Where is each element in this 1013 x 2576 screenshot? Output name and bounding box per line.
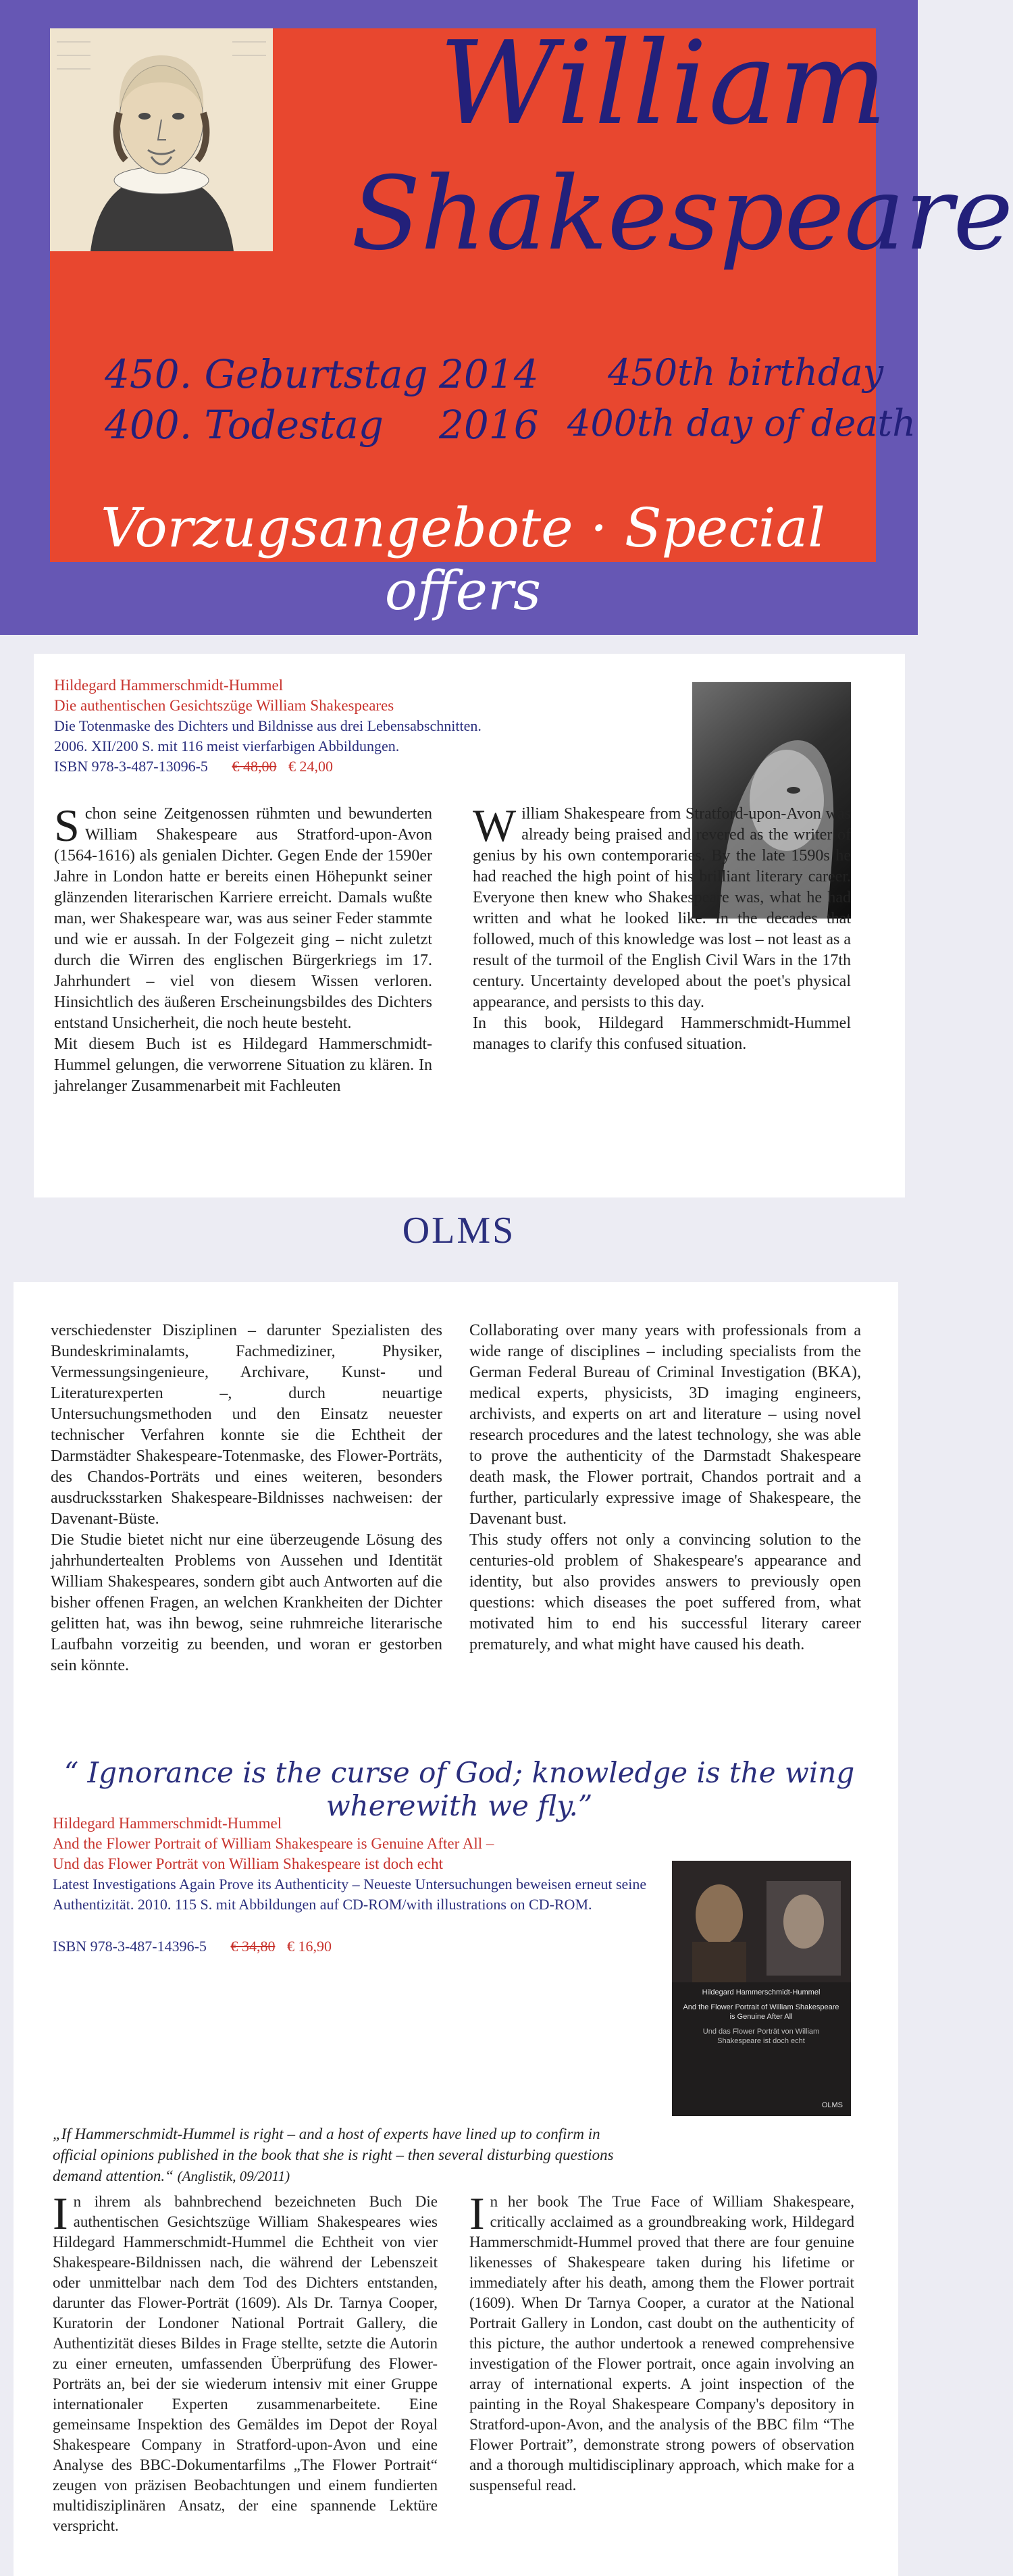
book1-details: 2006. XII/200 S. mit 116 meist vierfarbigen Abbildungen. (54, 738, 400, 754)
book2-author: Hildegard Hammerschmidt-Hummel (53, 1815, 282, 1832)
book1-subtitle: Die Totenmaske des Dichters und Bildnisse aus drei Lebensabschnitten. (54, 717, 482, 734)
book2-cover-title: And the Flower Portrait of William Shakespeare is Genuine After All (683, 2003, 839, 2021)
title-william: William (439, 17, 889, 151)
book2-cover-author: Hildegard Hammerschmidt-Hummel (702, 1988, 821, 1997)
book1-price-line (54, 756, 333, 777)
book1-german-continued (51, 1320, 442, 1676)
book2-english-column (469, 2188, 854, 2496)
book2-german-column (53, 2188, 438, 2536)
book1-german-text-a: chon seine Zeitgenossen rühmten und bewunderten William Shakespeare aus Stratford-upon-Avon (1564-1616) als genialen Dichter. Gegen Ende der 1590er Jahre in London hatte er bereits einen Höhepunkt seiner glänzenden literarischen Karriere erreicht. Damals wußte man, wer Shakespeare war, was aus seiner Feder stammte und wie er aussah. In der Folgezeit ging – nicht zuletzt durch die Wirren des englischen Bürgerkriegs im 17. Jahrhundert – viel von diesem Wissen verloren. Hinsichtlich des äußeren Erscheinungsbildes des Dichters entstand Unsicherheit, die noch heute besteht. (54, 805, 432, 1032)
book1-english-text-a: illiam Shakespeare from Stratford-upon-Avon was already being praised and revered as the writer of genius by his own contemporaries. By the late 1590s he had reached the high point of his brilliant literary career. Everyone then knew who Shakespeare was, what he had written and what he looked like. In the decades that followed, much of this knowledge was lost – not least as a result of the turmoil of the English Civil Wars in the 17th century. Uncertainty developed about the poet's physical appearance, and persists to this day. (473, 805, 851, 1011)
book2-old-price: € 34,80 (230, 1938, 276, 1955)
english-birthday-label: 450th birthday (608, 351, 884, 394)
year-2014: 2014 (439, 351, 539, 397)
year-2016: 2016 (439, 402, 539, 448)
book2-new-price: € 16,90 (286, 1938, 332, 1955)
shakespeare-portrait-engraving (50, 28, 273, 251)
book2-review-text: „If Hammerschmidt-Hummel is right – and a host of experts have lined up to confirm in official opinions published in the book that she is right – then several disturbing questions demand attention.“ (53, 2126, 614, 2184)
book1-new-price: € 24,00 (288, 758, 333, 775)
book1-english-text-b: In this book, Hildegard Hammerschmidt-Hummel manages to clarify this confused situation. (473, 1014, 851, 1053)
english-death-label: 400th day of death (567, 402, 916, 444)
book2-english-dropcap: I (469, 2188, 485, 2239)
book2-english-text: n her book The True Face of William Shakespeare, critically acclaimed as a groundbreaking work, Hildegard Hammerschmidt-Hummel proved that there are four genuine likenesses of Shakespeare taken during his lifetime or immediately after his death, among them the Flower portrait (1609). When Dr Tarnya Cooper, a curator at the National Portrait Gallery in London, cast doubt on the authenticity of this picture, the author undertook a renewed comprehensive investigation of the Flower portrait, once again involving an array of international experts. A joint inspection of the painting in the Royal Shakespeare Company's depository in Stratford-upon-Avon, and the analysis of the BBC film “The Flower Portrait”, demonstrate strong powers of observation and a thorough multidisciplinary approach, which make for a suspenseful read. (469, 2193, 854, 2494)
book1-english-cont-b: This study offers not only a convincing solution to the centuries-old problem of Shakespeare's appearance and identity, but also provides answers to previously open questions: which diseases the poet suffered from, what motivated him to end his successful literary career prematurely, and what might have caused his death. (469, 1531, 861, 1653)
book1-english-continued (469, 1320, 861, 1655)
shakespeare-quote: “ Ignorance is the curse of God; knowledge is the wing wherewith we fly.” (63, 1756, 855, 1822)
book2-review (53, 2123, 647, 2187)
book1-title: Die authentischen Gesichtszüge William Shakespeares (54, 697, 394, 714)
book2-price-line (53, 1936, 332, 1957)
book1-german-dropcap: S (54, 800, 80, 851)
book1-old-price: € 48,00 (232, 758, 277, 775)
book2-subtitle: Latest Investigations Again Prove its Authenticity – Neueste Untersuchungen beweisen erneut seine Authentizität. 2010. 115 S. mit Abbildungen auf CD-ROM/with illustrations on CD-ROM. (53, 1876, 647, 1913)
book1-german-text-b: Mit diesem Buch ist es Hildegard Hammerschmidt-Hummel gelungen, die verworrene Situation zu klären. In jahrelanger Zusammenarbeit mit Fachleuten (54, 1035, 432, 1095)
title-shakespeare: Shakespeare (351, 155, 1013, 273)
book2-title-de: Und das Flower Porträt von William Shakespeare ist doch echt (53, 1855, 443, 1872)
cover-banner (0, 0, 1013, 635)
book2-isbn: ISBN 978-3-487-14396-5 (53, 1938, 207, 1955)
book2-cover-publisher: OLMS (821, 2101, 843, 2109)
book1-english-column (473, 800, 851, 1055)
book1-german-cont-b: Die Studie bietet nicht nur eine überzeugende Lösung des jahrhundertealten Problems von Aussehen und Identität William Shakespeares, sondern gibt auch Antworten auf die bisher offenen Fragen, an welchen Krankheiten der Dichter gelitten hat, was ihn bewog, seine ruhmreiche literarische Laufbahn vorzeitig zu beenden, und woran er gestorben sein könnte. (51, 1531, 442, 1674)
german-death-label: 400. Todestag (105, 402, 384, 448)
book1-german-column (54, 800, 432, 1097)
book2-cover (672, 1861, 851, 2116)
book2-review-source: (Anglistik, 09/2011) (177, 2168, 290, 2184)
book2-german-dropcap: I (53, 2188, 68, 2239)
german-birthday-label: 450. Geburtstag (105, 351, 428, 397)
book2-title-en: And the Flower Portrait of William Shakespeare is Genuine After All – (53, 1835, 494, 1852)
book1-english-dropcap: W (473, 800, 517, 851)
book2-cover-subtitle: Und das Flower Porträt von William Shakespeare ist doch echt (702, 2028, 820, 2045)
special-offers-heading: Vorzugsangebote · Special offers (101, 496, 825, 622)
book2-cover-portraits (672, 1861, 851, 1982)
publisher-logo: OLMS (402, 1210, 516, 1252)
book1-author: Hildegard Hammerschmidt-Hummel (54, 677, 284, 694)
book1-isbn: ISBN 978-3-487-13096-5 (54, 758, 208, 775)
book2-german-text: n ihrem als bahnbrechend bezeichneten Buch Die authentischen Gesichtszüge William Shakespeares wies Hildegard Hammerschmidt-Hummel die Echtheit von vier Shakespeare-Bildnissen nach, die während der Lebenszeit oder unmittelbar nach dem Tod des Dichters entstanden, darunter das Flower-Porträt (1609). Als Dr. Tarnya Cooper, Kuratorin der Londoner National Portrait Gallery, die Authentizität dieses Bildes in Frage stellte, setzte die Autorin zu einer erneuten, umfassenden Überprüfung des Flower-Porträts an, bei der sie wiederum intensiv mit einer Gruppe internationaler Experten zusammenarbeitete. Eine gemeinsame Inspektion des Gemäldes im Depot der Royal Shakespeare Company in Stratford-upon-Avon und eine Analyse des BBC-Dokumentarfilms „The Flower Portrait“ zeugen von präzisen Beobachtungen und einem fundierten multidisziplinären Ansatz, der eine spannende Lektüre verspricht. (53, 2193, 438, 2534)
book1-english-cont-a: Collaborating over many years with professionals from a wide range of disciplines – including specialists from the German Federal Bureau of Criminal Investigation (BKA), medical experts, physicists, 3D imaging engineers, archivists, and experts on art and literature – using novel research procedures and the latest technology, she was able to prove the authenticity of the Darmstadt Shakespeare death mask, the Flower portrait, Chandos portrait and a further, particularly expressive image of Shakespeare, the Davenant bust. (469, 1322, 861, 1528)
book1-german-cont-a: verschiedenster Disziplinen – darunter Spezialisten des Bundeskriminalamts, Fachmediziner, Physiker, Vermessungsingenieure, Archivare, Kunst- und Literaturexperten –, durch neuartige Untersuchungsmethoden und den Einsatz neuester technischer Verfahren konnte sie die Echtheit der Darmstädter Shakespeare-Totenmaske, des Flower-Porträts, des Chandos-Porträts und eines weiteren, besonders ausdrucksstarken Shakespeare-Bildnisses nachweisen: der Davenant-Büste. (51, 1322, 442, 1528)
